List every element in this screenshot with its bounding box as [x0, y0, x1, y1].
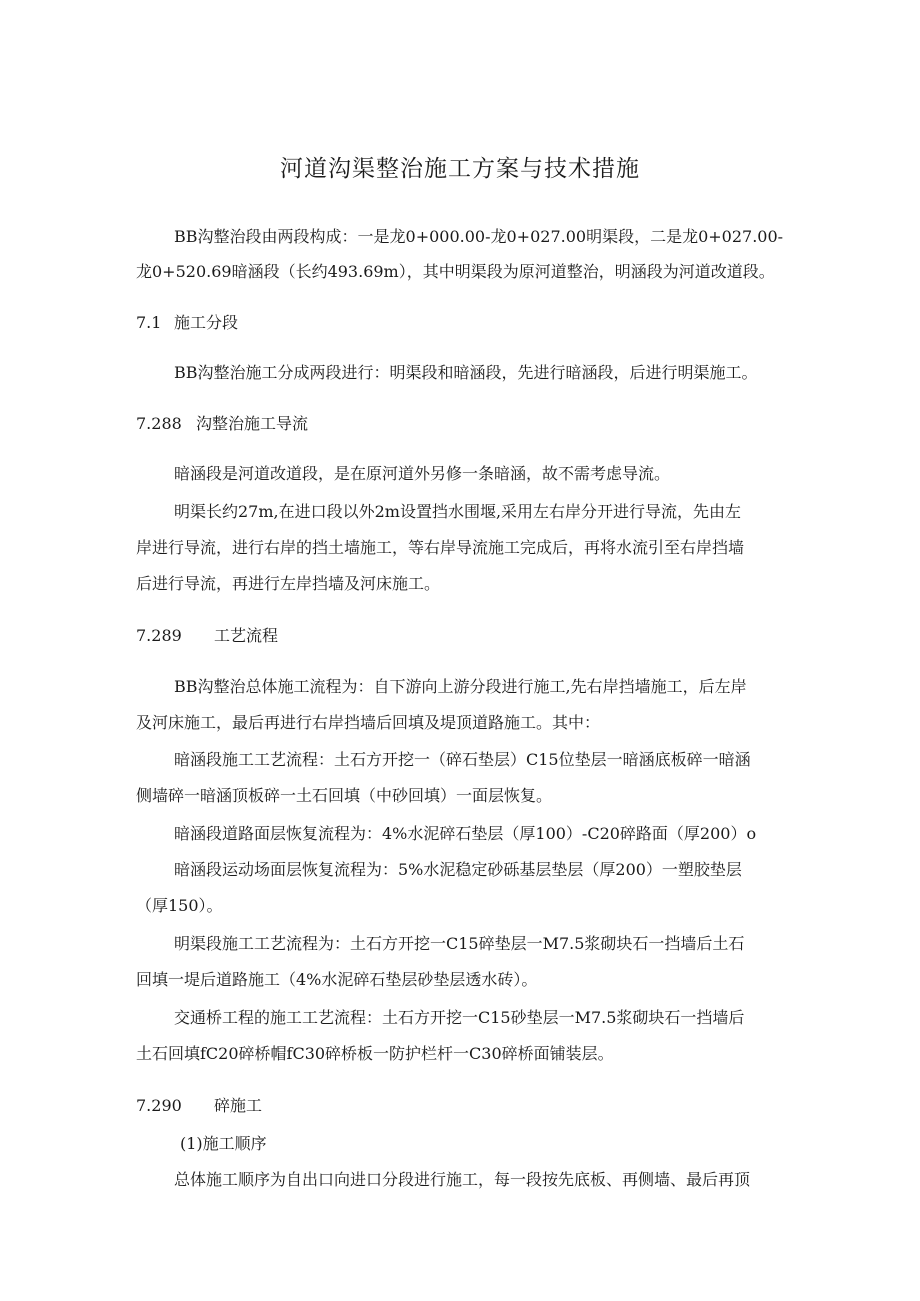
paragraph-line: 龙0+520.69暗涵段（长约493.69m），其中明渠段为原河道整治，明涵段为河道改道段。 [136, 262, 775, 281]
section-number: 7.1 [136, 313, 162, 332]
section-heading [136, 313, 238, 333]
section-title: 工艺流程 [214, 626, 279, 645]
section-number: 7.290 [136, 1096, 182, 1115]
paragraph-line: 暗涵段施工工艺流程：土石方开挖一（碎石垫层）C15位垫层一暗涵底板碎一暗涵 [174, 750, 751, 769]
paragraph-line: 明渠段施工工艺流程为：土石方开挖一C15碎垫层一M7.5浆砌块石一挡墙后土石 [174, 934, 745, 953]
paragraph-line: 明渠长约27m,在进口段以外2m设置挡水围堰,采用左右岸分开进行导流，先由左 [174, 502, 742, 521]
paragraph-line: BB沟整治段由两段构成：一是龙0+000.00-龙0+027.00明渠段，二是龙0+027.00- [174, 227, 784, 246]
section-heading [136, 626, 278, 646]
paragraph-line: 暗涵段运动场面层恢复流程为：5%水泥稳定砂砾基层垫层（厚200）一塑胶垫层 [174, 860, 742, 879]
document-title: 河道沟渠整治施工方案与技术措施 [280, 156, 640, 182]
paragraph-line: 后进行导流，再进行左岸挡墙及河床施工。 [136, 574, 441, 593]
paragraph-line: 土石回填fC20碎桥帽fC30碎桥板一防护栏杆一C30碎桥面铺装层。 [136, 1044, 614, 1063]
paragraph-line: （厚150）。 [136, 896, 223, 915]
paragraph-line: BB沟整治总体施工流程为：自下游向上游分段进行施工,先右岸挡墙施工，后左岸 [174, 677, 747, 696]
paragraph-line: BB沟整治施工分成两段进行：明渠段和暗涵段，先进行暗涵段，后进行明渠施工。 [174, 363, 758, 382]
paragraph-line: 暗涵段是河道改道段，是在原河道外另修一条暗涵，故不需考虑导流。 [174, 464, 671, 483]
section-number: 7.289 [136, 626, 182, 645]
paragraph-line: 岸进行导流，进行右岸的挡土墙施工，等右岸导流施工完成后，再将水流引至右岸挡墙 [136, 538, 745, 557]
paragraph-line: 及河床施工，最后再进行右岸挡墙后回填及堤顶道路施工。其中： [136, 713, 601, 732]
section-number: 7.288 [136, 414, 182, 433]
paragraph-line: 交通桥工程的施工工艺流程：土石方开挖一C15砂垫层一M7.5浆砌块石一挡墙后 [174, 1008, 745, 1027]
paragraph-line: 暗涵段道路面层恢复流程为：4%水泥碎石垫层（厚100）-C20碎路面（厚200）o [174, 824, 757, 843]
section-title: 碎施工 [214, 1096, 263, 1115]
section-title: 施工分段 [174, 313, 239, 332]
section-title: 沟整治施工导流 [196, 414, 309, 433]
subsection-heading: (1)施工顺序 [180, 1134, 267, 1153]
paragraph-line: 总体施工顺序为自出口向进口分段进行施工，每一段按先底板、再侧墙、最后再顶 [174, 1170, 751, 1189]
section-heading [136, 414, 308, 434]
section-heading [136, 1096, 262, 1116]
paragraph-line: 回填一堤后道路施工（4%水泥碎石垫层砂垫层透水砖）。 [136, 970, 538, 989]
paragraph-line: 侧墙碎一暗涵顶板碎一土石回填（中砂回填）一面层恢复。 [136, 786, 553, 805]
